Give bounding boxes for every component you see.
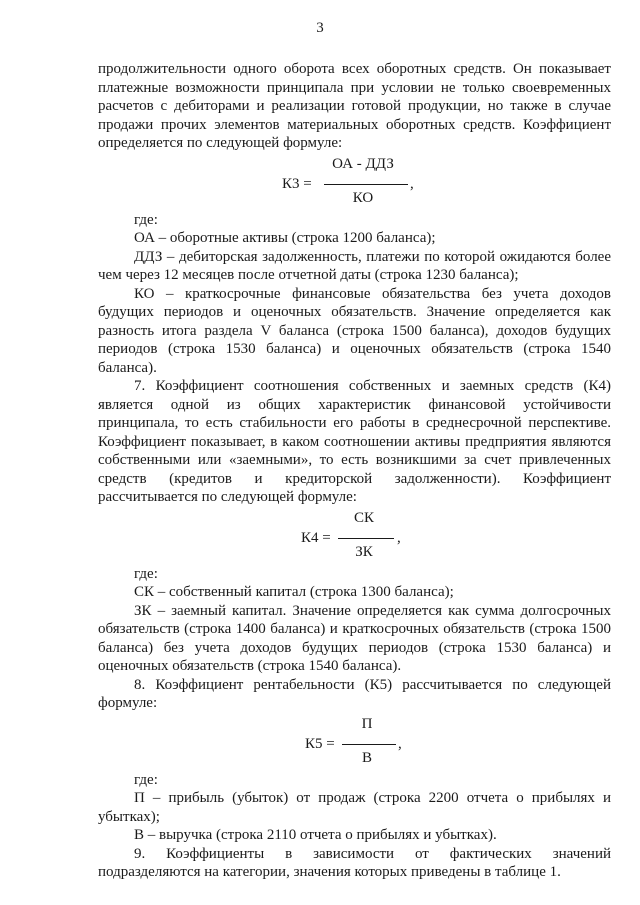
formula-k5-comma: , <box>398 735 402 752</box>
def-p: П – прибыль (убыток) от продаж (строка 2200 отчета о прибылях и убытках); <box>98 790 611 825</box>
paragraph-intro: продолжительности одного оборота всех оборотных средств. Он показывает платежные возможности принципала при условии не только своевременных расчетов с дебиторами и реализации готовой продукции, но также в случае продажи прочих элементов материальных оборотных средств. Коэффициент определяется по следующей формуле: <box>98 61 611 151</box>
document-body <box>98 60 611 882</box>
paragraph-8: 8. Коэффициент рентабельности (К5) рассчитывается по следующей формуле: <box>98 676 611 711</box>
formula-k4-comma: , <box>397 529 401 546</box>
formula-k3-numerator: ОА - ДДЗ <box>332 155 394 172</box>
def-ddz: ДДЗ – дебиторская задолженность, платежи по которой ожидаются более чем через 12 месяцев после отчетной даты (строка 1230 баланса); <box>98 248 611 283</box>
def-sk: СК – собственный капитал (строка 1300 баланса); <box>134 584 454 600</box>
def-v: В – выручка (строка 2110 отчета о прибылях и убытках). <box>134 827 497 843</box>
formula-k4-name: К4 = <box>301 529 331 546</box>
formula-k3-comma: , <box>410 175 414 192</box>
formula-k3-fraction-bar <box>324 184 408 185</box>
formula-k4-numerator: СК <box>353 509 374 526</box>
def-ko: КО – краткосрочные финансовые обязательства без учета доходов будущих периодов и оценочных обязательств. Значение определяется как разность итога раздела V баланса (строка 1500 баланса), доходов будущих периодов (строка 1530 баланса) и оценочных обязательств (строка 1540 баланса). <box>98 285 611 376</box>
formula-k5 <box>98 713 611 769</box>
formula-k5-name: К5 = <box>305 735 335 752</box>
formula-k4-denominator: ЗК <box>355 543 373 560</box>
formula-k4 <box>98 507 611 563</box>
paragraph-7: 7. Коэффициент соотношения собственных и заемных средств (К4) является одной из общих характеристик финансовой устойчивости принципала, то есть стабильности его работы в среднесрочной перспективе. Коэффициент показывает, в каком соотношении активы предприятия являются собственными или «заемными», то есть возникшими за счет привлеченных средств (кредитов и кредиторской задолженности). Коэффициент рассчитывается по следующей формуле: <box>98 378 611 505</box>
formula-k3 <box>98 153 611 209</box>
page-number: 3 <box>316 20 324 36</box>
formula-k5-denominator: В <box>361 749 372 766</box>
def-oa: ОА – оборотные активы (строка 1200 баланса); <box>134 230 436 246</box>
def-zk: ЗК – заемный капитал. Значение определяется как сумма долгосрочных обязательств (строка 1400 баланса) и краткосрочных обязательств (строка 1500 баланса) без учета доходов будущих периодов (строка 1530 баланса) и оценочных обязательств (строка 1540 баланса). <box>98 602 611 674</box>
where-label-k5: где: <box>134 771 158 788</box>
where-label-k4: где: <box>134 565 158 582</box>
formula-k5-numerator: П <box>361 715 373 732</box>
paragraph-9: 9. Коэффициенты в зависимости от фактических значений подразделяются на категории, значения которых приведены в таблице 1. <box>98 845 611 880</box>
formula-k5-fraction-bar <box>342 744 396 745</box>
formula-k4-fraction-bar <box>338 538 394 539</box>
formula-k3-denominator: КО <box>352 189 374 206</box>
formula-k3-name: К3 = <box>282 175 312 192</box>
where-label-k3: где: <box>134 211 158 228</box>
